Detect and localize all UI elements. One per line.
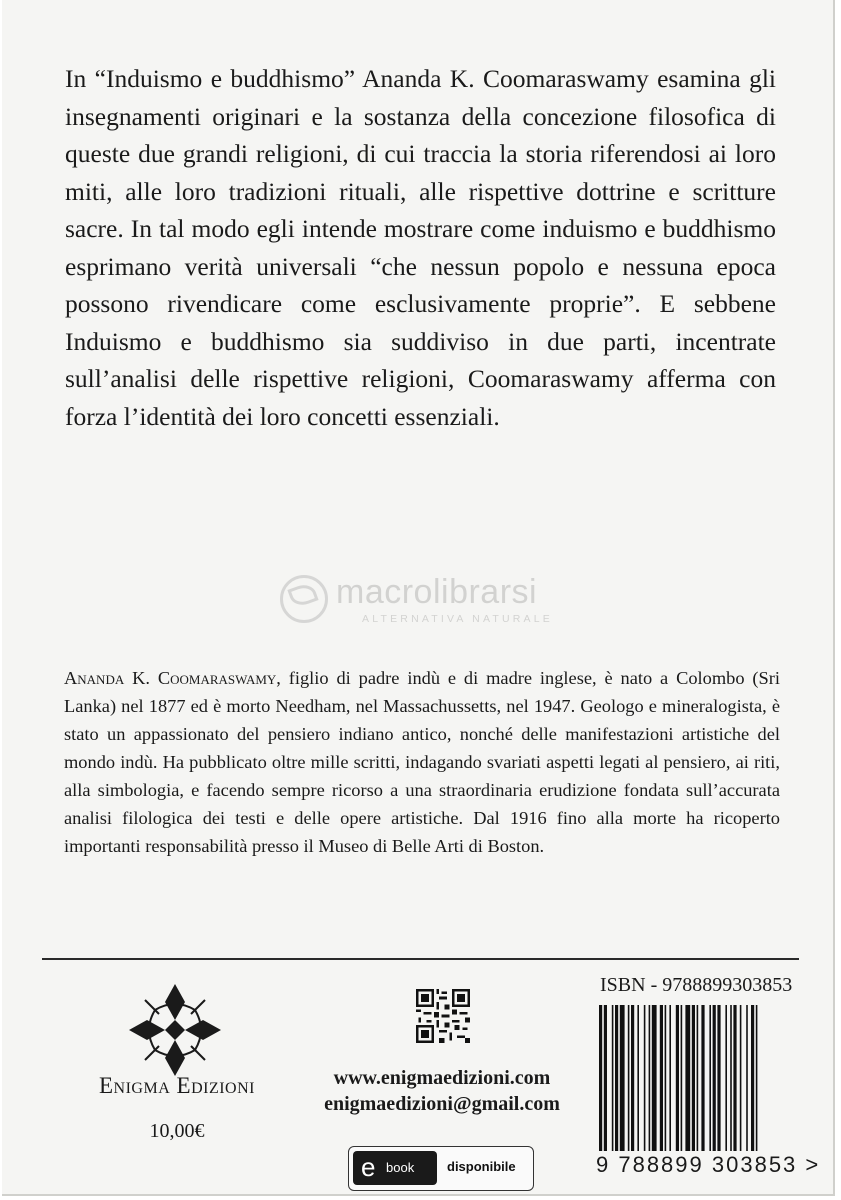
publisher-logo-icon: [125, 980, 225, 1080]
watermark: [280, 573, 580, 629]
publisher-name: Enigma Edizioni: [99, 1073, 255, 1098]
author-bio: [64, 664, 780, 860]
ebook-word: book: [386, 1160, 415, 1175]
bio-paragraph: [64, 664, 780, 860]
ebook-e-icon: e: [361, 1152, 376, 1182]
book-back-cover: [2, 0, 835, 1196]
barcode: [597, 1005, 817, 1151]
contact-info: [322, 1065, 562, 1117]
qr-code-icon: [416, 989, 470, 1043]
bio-text: , figlio di padre indù e di madre inglese, è nato a Colombo (Sri Lanka) nel 1877 ed è morto Needham, nel Massachussetts, nel 1947. Geologo e mineralogista, è stato un appassionato del pensiero indiano antico, nonché delle manifestazioni artistiche del mondo indù. Ha pubblicato oltre mille scritti, indagando svariati aspetti legati al pensiero, ai riti, alla simbologia, e facendo sempre ricorso a una straordinaria erudizione fondata sull’accurata analisi filologica dei testi e delle opere artistiche. Dal 1916 fino alla morte ha ricoperto importanti responsabilità presso il Museo di Belle Arti di Boston.: [64, 668, 780, 856]
barcode-digits: 9 788899 303853 >: [596, 1152, 821, 1177]
isbn-label: ISBN - 9788899303853: [600, 974, 793, 996]
bio-author-name: Ananda K. Coomaraswamy: [64, 668, 277, 688]
divider: [42, 958, 799, 960]
price: 10,00€: [149, 1120, 205, 1142]
watermark-name: macrolibrarsi: [336, 573, 538, 611]
blurb-text: [65, 60, 776, 435]
ebook-status: disponibile: [447, 1159, 516, 1174]
blurb-paragraph: In “Induismo e buddhismo” Ananda K. Coomaraswamy esamina gli insegnamenti originari e la sostanza della concezione filosofica di queste due grandi religioni, di cui traccia la storia riferendosi ai loro miti, alle loro tradizioni rituali, alle rispettive dottrine e scritture sacre. In tal modo egli intende mostrare come induismo e buddhismo esprimano verità universali “che nessun popolo e nessuna epoca possono rivendicare come esclusivamente proprie”. E sebbene Induismo e buddhismo sia suddiviso in due parti, incentrate sull’analisi delle rispettive religioni, Coomaraswamy afferma con forza l’identità dei loro concetti essenziali.: [65, 64, 776, 431]
watermark-tagline: ALTERNATIVA NATURALE: [362, 613, 553, 625]
website-link[interactable]: www.enigmaedizioni.com: [333, 1067, 551, 1089]
ebook-badge: [348, 1146, 534, 1191]
email-link[interactable]: enigmaedizioni@gmail.com: [324, 1093, 560, 1115]
ebook-logo: [353, 1151, 437, 1185]
